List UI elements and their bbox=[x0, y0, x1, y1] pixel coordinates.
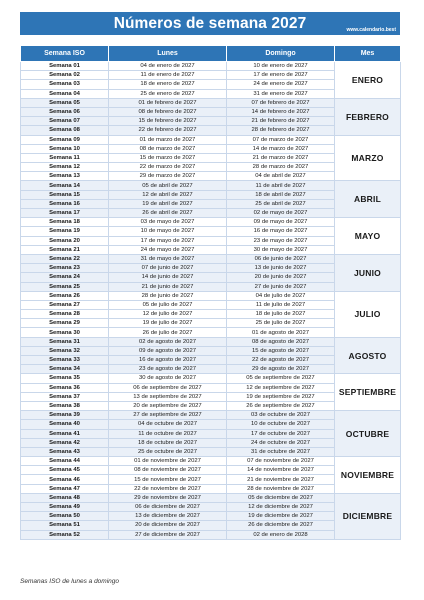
month-cell: ENERO bbox=[335, 62, 401, 99]
week-cell: Semana 20 bbox=[21, 236, 109, 245]
monday-cell: 22 de marzo de 2027 bbox=[109, 163, 227, 172]
monday-cell: 07 de junio de 2027 bbox=[109, 264, 227, 273]
week-cell: Semana 46 bbox=[21, 475, 109, 484]
week-cell: Semana 42 bbox=[21, 438, 109, 447]
monday-cell: 14 de junio de 2027 bbox=[109, 273, 227, 282]
month-cell: MAYO bbox=[335, 218, 401, 255]
table-row bbox=[21, 135, 401, 144]
week-cell: Semana 29 bbox=[21, 319, 109, 328]
sunday-cell: 05 de septiembre de 2027 bbox=[227, 374, 335, 383]
week-cell: Semana 44 bbox=[21, 457, 109, 466]
week-cell: Semana 51 bbox=[21, 521, 109, 530]
week-cell: Semana 28 bbox=[21, 310, 109, 319]
sunday-cell: 09 de mayo de 2027 bbox=[227, 218, 335, 227]
monday-cell: 31 de mayo de 2027 bbox=[109, 254, 227, 263]
week-cell: Semana 06 bbox=[21, 107, 109, 116]
table-row bbox=[21, 181, 401, 190]
month-cell: JULIO bbox=[335, 291, 401, 337]
week-cell: Semana 37 bbox=[21, 392, 109, 401]
monday-cell: 18 de enero de 2027 bbox=[109, 80, 227, 89]
week-cell: Semana 05 bbox=[21, 98, 109, 107]
week-cell: Semana 50 bbox=[21, 512, 109, 521]
monday-cell: 28 de junio de 2027 bbox=[109, 291, 227, 300]
sunday-cell: 20 de junio de 2027 bbox=[227, 273, 335, 282]
sunday-cell: 29 de agosto de 2027 bbox=[227, 365, 335, 374]
sunday-cell: 14 de noviembre de 2027 bbox=[227, 466, 335, 475]
monday-cell: 15 de noviembre de 2027 bbox=[109, 475, 227, 484]
sunday-cell: 24 de enero de 2027 bbox=[227, 80, 335, 89]
sunday-cell: 28 de marzo de 2027 bbox=[227, 163, 335, 172]
month-cell: MARZO bbox=[335, 135, 401, 181]
week-cell: Semana 03 bbox=[21, 80, 109, 89]
table-header-row bbox=[21, 46, 401, 62]
sunday-cell: 02 de mayo de 2027 bbox=[227, 209, 335, 218]
week-cell: Semana 18 bbox=[21, 218, 109, 227]
monday-cell: 26 de julio de 2027 bbox=[109, 328, 227, 337]
sunday-cell: 04 de julio de 2027 bbox=[227, 291, 335, 300]
table-row bbox=[21, 411, 401, 420]
week-cell: Semana 04 bbox=[21, 89, 109, 98]
table-row bbox=[21, 291, 401, 300]
week-cell: Semana 35 bbox=[21, 374, 109, 383]
sunday-cell: 25 de julio de 2027 bbox=[227, 319, 335, 328]
week-cell: Semana 27 bbox=[21, 300, 109, 309]
sunday-cell: 26 de diciembre de 2027 bbox=[227, 521, 335, 530]
sunday-cell: 23 de mayo de 2027 bbox=[227, 236, 335, 245]
footnote: Semanas ISO de lunes a domingo bbox=[20, 578, 120, 585]
monday-cell: 05 de julio de 2027 bbox=[109, 300, 227, 309]
monday-cell: 13 de septiembre de 2027 bbox=[109, 392, 227, 401]
sunday-cell: 17 de enero de 2027 bbox=[227, 71, 335, 80]
monday-cell: 30 de agosto de 2027 bbox=[109, 374, 227, 383]
sunday-cell: 26 de septiembre de 2027 bbox=[227, 401, 335, 410]
table-row bbox=[21, 457, 401, 466]
monday-cell: 21 de junio de 2027 bbox=[109, 282, 227, 291]
week-cell: Semana 23 bbox=[21, 264, 109, 273]
week-cell: Semana 02 bbox=[21, 71, 109, 80]
sunday-cell: 07 de febrero de 2027 bbox=[227, 98, 335, 107]
table-row bbox=[21, 98, 401, 107]
sunday-cell: 15 de agosto de 2027 bbox=[227, 346, 335, 355]
monday-cell: 13 de diciembre de 2027 bbox=[109, 512, 227, 521]
sunday-cell: 07 de marzo de 2027 bbox=[227, 135, 335, 144]
week-cell: Semana 47 bbox=[21, 484, 109, 493]
week-cell: Semana 08 bbox=[21, 126, 109, 135]
sunday-cell: 18 de abril de 2027 bbox=[227, 190, 335, 199]
sunday-cell: 16 de mayo de 2027 bbox=[227, 227, 335, 236]
sunday-cell: 06 de junio de 2027 bbox=[227, 254, 335, 263]
sunday-cell: 21 de febrero de 2027 bbox=[227, 117, 335, 126]
week-cell: Semana 45 bbox=[21, 466, 109, 475]
table-row bbox=[21, 218, 401, 227]
week-cell: Semana 24 bbox=[21, 273, 109, 282]
column-header-month: Mes bbox=[335, 46, 401, 62]
monday-cell: 06 de diciembre de 2027 bbox=[109, 503, 227, 512]
column-header-sunday: Domingo bbox=[227, 46, 335, 62]
week-cell: Semana 12 bbox=[21, 163, 109, 172]
table-row bbox=[21, 493, 401, 502]
monday-cell: 01 de marzo de 2027 bbox=[109, 135, 227, 144]
week-cell: Semana 26 bbox=[21, 291, 109, 300]
monday-cell: 20 de diciembre de 2027 bbox=[109, 521, 227, 530]
sunday-cell: 08 de agosto de 2027 bbox=[227, 337, 335, 346]
week-cell: Semana 33 bbox=[21, 356, 109, 365]
monday-cell: 25 de enero de 2027 bbox=[109, 89, 227, 98]
sunday-cell: 10 de octubre de 2027 bbox=[227, 420, 335, 429]
month-cell: AGOSTO bbox=[335, 337, 401, 374]
monday-cell: 20 de septiembre de 2027 bbox=[109, 401, 227, 410]
week-cell: Semana 14 bbox=[21, 181, 109, 190]
week-cell: Semana 16 bbox=[21, 199, 109, 208]
week-cell: Semana 30 bbox=[21, 328, 109, 337]
sunday-cell: 11 de abril de 2027 bbox=[227, 181, 335, 190]
week-cell: Semana 38 bbox=[21, 401, 109, 410]
sunday-cell: 28 de noviembre de 2027 bbox=[227, 484, 335, 493]
week-cell: Semana 43 bbox=[21, 447, 109, 456]
week-cell: Semana 41 bbox=[21, 429, 109, 438]
week-cell: Semana 19 bbox=[21, 227, 109, 236]
sunday-cell: 10 de enero de 2027 bbox=[227, 62, 335, 71]
week-cell: Semana 48 bbox=[21, 493, 109, 502]
monday-cell: 15 de marzo de 2027 bbox=[109, 153, 227, 162]
week-cell: Semana 09 bbox=[21, 135, 109, 144]
monday-cell: 22 de noviembre de 2027 bbox=[109, 484, 227, 493]
week-cell: Semana 07 bbox=[21, 117, 109, 126]
monday-cell: 19 de julio de 2027 bbox=[109, 319, 227, 328]
week-cell: Semana 21 bbox=[21, 245, 109, 254]
week-cell: Semana 39 bbox=[21, 411, 109, 420]
sunday-cell: 19 de septiembre de 2027 bbox=[227, 392, 335, 401]
sunday-cell: 14 de marzo de 2027 bbox=[227, 144, 335, 153]
week-cell: Semana 49 bbox=[21, 503, 109, 512]
monday-cell: 06 de septiembre de 2027 bbox=[109, 383, 227, 392]
monday-cell: 24 de mayo de 2027 bbox=[109, 245, 227, 254]
week-cell: Semana 25 bbox=[21, 282, 109, 291]
week-cell: Semana 52 bbox=[21, 530, 109, 539]
sunday-cell: 01 de agosto de 2027 bbox=[227, 328, 335, 337]
sunday-cell: 12 de diciembre de 2027 bbox=[227, 503, 335, 512]
month-cell: DICIEMBRE bbox=[335, 493, 401, 539]
sunday-cell: 18 de julio de 2027 bbox=[227, 310, 335, 319]
monday-cell: 12 de abril de 2027 bbox=[109, 190, 227, 199]
table-row bbox=[21, 337, 401, 346]
monday-cell: 08 de marzo de 2027 bbox=[109, 144, 227, 153]
sunday-cell: 24 de octubre de 2027 bbox=[227, 438, 335, 447]
monday-cell: 09 de agosto de 2027 bbox=[109, 346, 227, 355]
title-banner bbox=[20, 12, 400, 35]
week-cell: Semana 17 bbox=[21, 209, 109, 218]
monday-cell: 22 de febrero de 2027 bbox=[109, 126, 227, 135]
sunday-cell: 25 de abril de 2027 bbox=[227, 199, 335, 208]
monday-cell: 08 de febrero de 2027 bbox=[109, 107, 227, 116]
week-cell: Semana 15 bbox=[21, 190, 109, 199]
sunday-cell: 21 de marzo de 2027 bbox=[227, 153, 335, 162]
month-cell: ABRIL bbox=[335, 181, 401, 218]
week-cell: Semana 01 bbox=[21, 62, 109, 71]
monday-cell: 04 de octubre de 2027 bbox=[109, 420, 227, 429]
sunday-cell: 31 de enero de 2027 bbox=[227, 89, 335, 98]
sunday-cell: 22 de agosto de 2027 bbox=[227, 356, 335, 365]
monday-cell: 01 de noviembre de 2027 bbox=[109, 457, 227, 466]
sunday-cell: 14 de febrero de 2027 bbox=[227, 107, 335, 116]
monday-cell: 18 de octubre de 2027 bbox=[109, 438, 227, 447]
table-row bbox=[21, 374, 401, 383]
sunday-cell: 30 de mayo de 2027 bbox=[227, 245, 335, 254]
week-cell: Semana 11 bbox=[21, 153, 109, 162]
monday-cell: 12 de julio de 2027 bbox=[109, 310, 227, 319]
monday-cell: 16 de agosto de 2027 bbox=[109, 356, 227, 365]
site-url: www.calendario.best bbox=[346, 27, 396, 33]
sunday-cell: 07 de noviembre de 2027 bbox=[227, 457, 335, 466]
sunday-cell: 21 de noviembre de 2027 bbox=[227, 475, 335, 484]
monday-cell: 23 de agosto de 2027 bbox=[109, 365, 227, 374]
weeks-table bbox=[20, 45, 401, 540]
sunday-cell: 27 de junio de 2027 bbox=[227, 282, 335, 291]
month-cell: OCTUBRE bbox=[335, 411, 401, 457]
sunday-cell: 12 de septiembre de 2027 bbox=[227, 383, 335, 392]
week-cell: Semana 10 bbox=[21, 144, 109, 153]
column-header-week: Semana ISO bbox=[21, 46, 109, 62]
monday-cell: 08 de noviembre de 2027 bbox=[109, 466, 227, 475]
monday-cell: 27 de diciembre de 2027 bbox=[109, 530, 227, 539]
month-cell: NOVIEMBRE bbox=[335, 457, 401, 494]
week-cell: Semana 32 bbox=[21, 346, 109, 355]
sunday-cell: 28 de febrero de 2027 bbox=[227, 126, 335, 135]
monday-cell: 01 de febrero de 2027 bbox=[109, 98, 227, 107]
page-title: Números de semana 2027 bbox=[113, 15, 307, 32]
sunday-cell: 19 de diciembre de 2027 bbox=[227, 512, 335, 521]
month-cell: JUNIO bbox=[335, 254, 401, 291]
week-cell: Semana 34 bbox=[21, 365, 109, 374]
monday-cell: 29 de marzo de 2027 bbox=[109, 172, 227, 181]
monday-cell: 15 de febrero de 2027 bbox=[109, 117, 227, 126]
monday-cell: 27 de septiembre de 2027 bbox=[109, 411, 227, 420]
monday-cell: 10 de mayo de 2027 bbox=[109, 227, 227, 236]
monday-cell: 11 de enero de 2027 bbox=[109, 71, 227, 80]
monday-cell: 02 de agosto de 2027 bbox=[109, 337, 227, 346]
week-cell: Semana 40 bbox=[21, 420, 109, 429]
sunday-cell: 11 de julio de 2027 bbox=[227, 300, 335, 309]
monday-cell: 05 de abril de 2027 bbox=[109, 181, 227, 190]
week-cell: Semana 13 bbox=[21, 172, 109, 181]
week-cell: Semana 36 bbox=[21, 383, 109, 392]
week-cell: Semana 22 bbox=[21, 254, 109, 263]
weeks-table-body bbox=[21, 62, 401, 540]
monday-cell: 26 de abril de 2027 bbox=[109, 209, 227, 218]
sunday-cell: 03 de octubre de 2027 bbox=[227, 411, 335, 420]
month-cell: SEPTIEMBRE bbox=[335, 374, 401, 411]
monday-cell: 17 de mayo de 2027 bbox=[109, 236, 227, 245]
column-header-monday: Lunes bbox=[109, 46, 227, 62]
sunday-cell: 31 de octubre de 2027 bbox=[227, 447, 335, 456]
monday-cell: 04 de enero de 2027 bbox=[109, 62, 227, 71]
monday-cell: 25 de octubre de 2027 bbox=[109, 447, 227, 456]
table-row bbox=[21, 62, 401, 71]
sunday-cell: 05 de diciembre de 2027 bbox=[227, 493, 335, 502]
monday-cell: 03 de mayo de 2027 bbox=[109, 218, 227, 227]
week-cell: Semana 31 bbox=[21, 337, 109, 346]
sunday-cell: 04 de abril de 2027 bbox=[227, 172, 335, 181]
monday-cell: 29 de noviembre de 2027 bbox=[109, 493, 227, 502]
monday-cell: 19 de abril de 2027 bbox=[109, 199, 227, 208]
table-row bbox=[21, 254, 401, 263]
month-cell: FEBRERO bbox=[335, 98, 401, 135]
sunday-cell: 02 de enero de 2028 bbox=[227, 530, 335, 539]
sunday-cell: 17 de octubre de 2027 bbox=[227, 429, 335, 438]
sunday-cell: 13 de junio de 2027 bbox=[227, 264, 335, 273]
monday-cell: 11 de octubre de 2027 bbox=[109, 429, 227, 438]
